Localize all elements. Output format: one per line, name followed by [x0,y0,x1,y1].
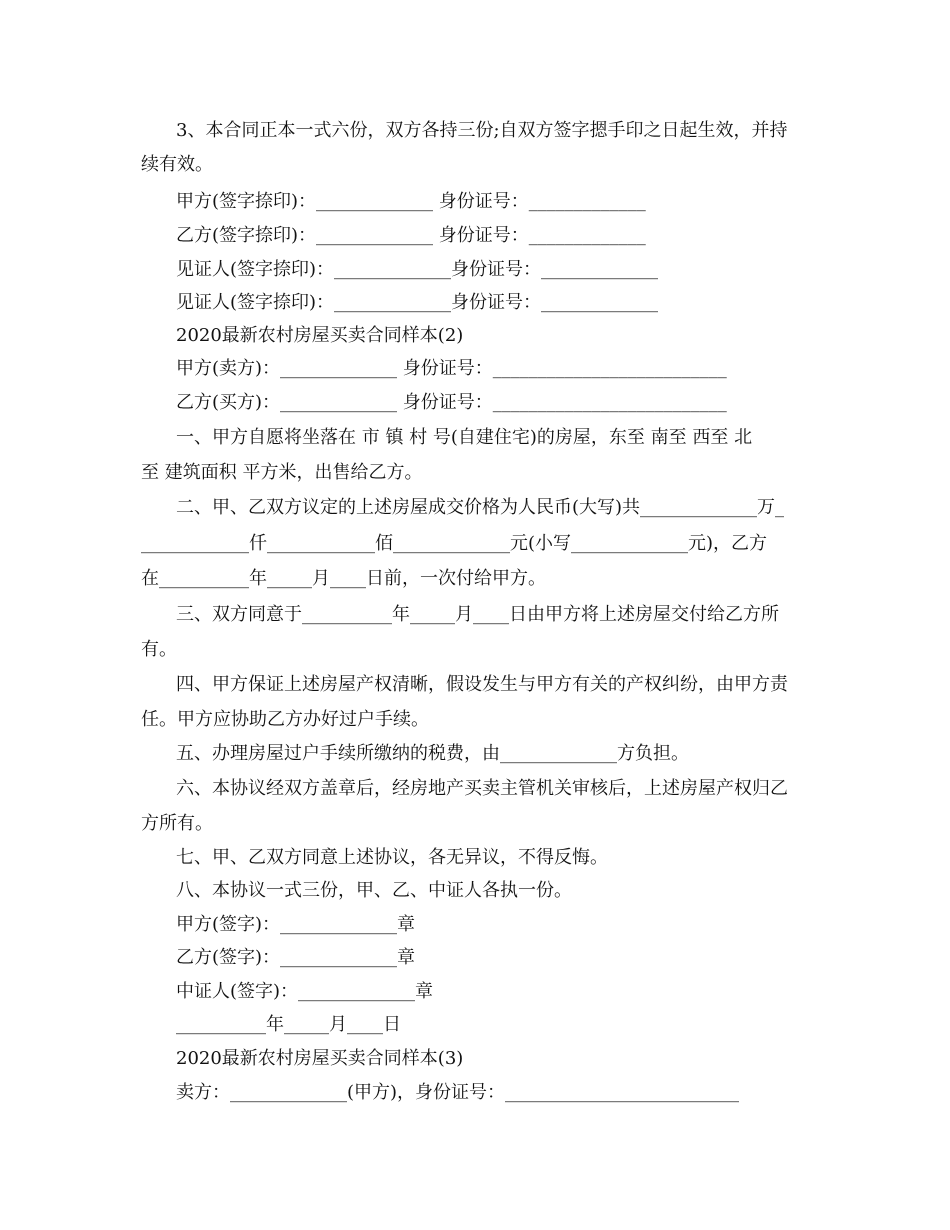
seller-id-line: 卖方：_____________(甲方)，身份证号：__________________________ [176,1082,740,1103]
contract-clause-3-line-2: 续有效。 [141,154,213,175]
clause-4-line-2: 任。甲方应协助乙方办好过户手续。 [141,709,429,730]
clause-7-line: 七、甲、乙双方同意上述协议，各无异议，不得反悔。 [176,847,608,868]
clause-6-line-2: 方所有。 [141,813,213,834]
clause-5-line: 五、办理房屋过户手续所缴纳的税费，由_____________方负担。 [176,743,689,764]
seller-info-line: 甲方(卖方)：_____________ 身份证号：__________________________ [176,358,727,379]
clause-8-line: 八、本协议一式三份，甲、乙、中证人各执一份。 [176,880,572,901]
clause-1-line-2: 至 建筑面积 平方米，出售给乙方。 [141,462,423,483]
section-heading-sample-2: 2020最新农村房屋买卖合同样本(2) [176,325,464,346]
contract-clause-3-line-1: 3、本合同正本一式六份，双方各持三份;自双方签字摁手印之日起生效，并持 [176,120,788,141]
middle-witness-seal-line: 中证人(签字)：_____________章 [176,981,434,1002]
section-heading-sample-3: 2020最新农村房屋买卖合同样本(3) [176,1048,464,1069]
party-b-signature-line: 乙方(签字捺印)：_____________ 身份证号：_____________ [176,225,646,246]
date-line: __________年_____月____日 [176,1014,401,1035]
clause-3-line-2: 有。 [141,639,177,660]
witness-2-signature-line: 见证人(签字捺印)：_____________身份证号：_____________ [176,292,659,313]
clause-1-line-1: 一、甲方自愿将坐落在 市 镇 村 号(自建住宅)的房屋，东至 南至 西至 北 [176,427,753,448]
clause-2-line-2: ____________仟____________佰_____________元(小写_____________元)，乙方 [141,533,768,554]
witness-1-signature-line: 见证人(签字捺印)：_____________身份证号：_____________ [176,259,659,280]
party-a-signature-line: 甲方(签字捺印)：_____________ 身份证号：_____________ [176,191,646,212]
party-a-seal-line: 甲方(签字)：_____________章 [176,914,416,935]
clause-2-line-3: 在__________年_____月____日前，一次付给甲方。 [141,568,546,589]
clause-3-line-1: 三、双方同意于__________年_____月____日由甲方将上述房屋交付给乙方所 [176,604,779,625]
clause-2-line-1: 二、甲、乙双方议定的上述房屋成交价格为人民币(大写)共_____________万_ [176,497,785,518]
buyer-info-line: 乙方(买方)：_____________ 身份证号：__________________________ [176,392,727,413]
clause-6-line-1: 六、本协议经双方盖章后，经房地产买卖主管机关审核后，上述房屋产权归乙 [176,778,788,799]
party-b-seal-line: 乙方(签字)：_____________章 [176,947,416,968]
clause-4-line-1: 四、甲方保证上述房屋产权清晰，假设发生与甲方有关的产权纠纷，由甲方责 [176,674,788,695]
